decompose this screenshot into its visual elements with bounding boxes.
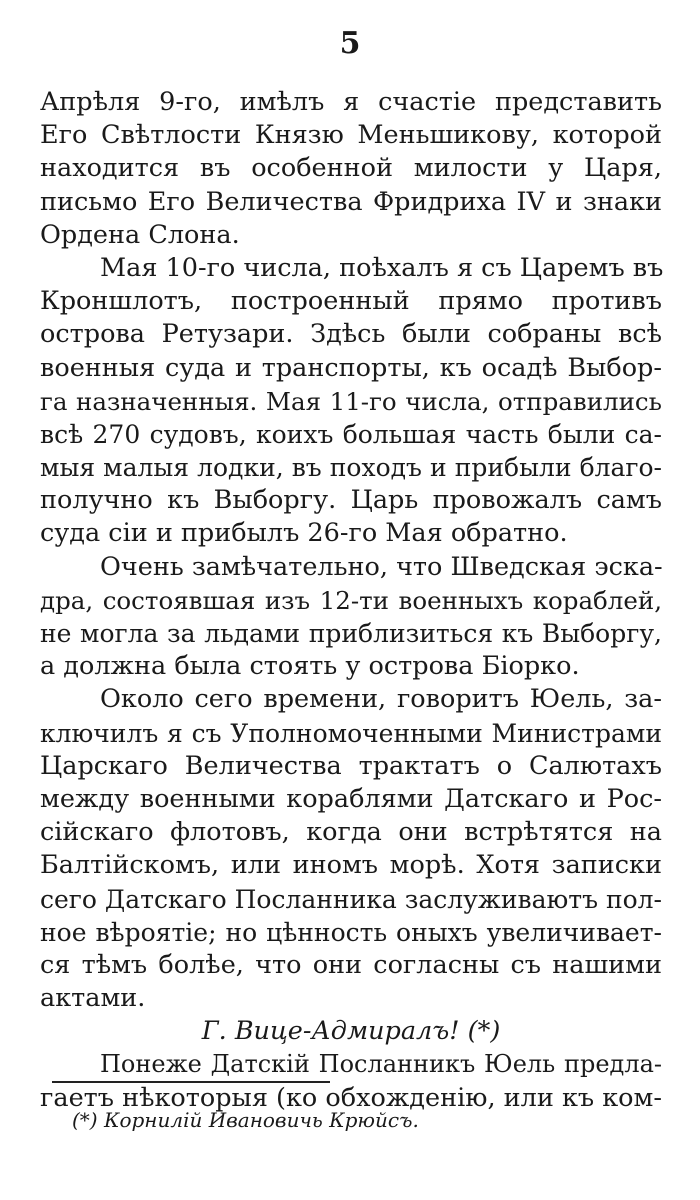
text-line: дра, состоявшая изъ 12-ти военныхъ кораблей, [40, 585, 662, 615]
text-line: Кроншлотъ, построенный прямо противъ [40, 286, 662, 317]
text-line: актами. [40, 983, 146, 1014]
text-line: Апрѣля 9-го, имѣлъ я счастіе представить [40, 87, 662, 117]
text-line: Ордена Слона. [40, 219, 240, 250]
text-line: Мая 10-го числа, поѣхалъ я съ Царемъ въ [100, 252, 664, 283]
text-line: находится въ особенной милости у Царя, [40, 153, 662, 184]
text-line: Понеже Датскій Посланникъ Юель предла- [100, 1050, 662, 1079]
page-number: 5 [339, 26, 361, 61]
text-line: мыя малыя лодки, въ походъ и прибыли благо- [40, 453, 662, 483]
text-line: Около сего времени, говоритъ Юель, за- [100, 684, 662, 715]
letter-salutation: Г. Вице-Адмиралъ! (*) [201, 1016, 501, 1047]
text-line: военныя суда и транспорты, къ осадѣ Выбор- [40, 352, 662, 383]
text-line: сійскаго флотовъ, когда они встрѣтятся на [40, 817, 662, 848]
text-line: ное вѣроятіе; но цѣнность оныхъ увеличивает- [40, 917, 662, 947]
text-line: гаетъ нѣкоторыя (ко обхожденію, или къ ком- [40, 1082, 662, 1113]
footnote: (*) Корнилій Ивановичь Крюйсъ. [72, 1108, 419, 1132]
text-line: письмо Его Величества Фридриха IV и знаки [40, 186, 662, 217]
text-line: а должна была стоять у острова Біорко. [40, 651, 580, 682]
text-line: суда сіи и прибылъ 26-го Мая обратно. [40, 518, 568, 549]
text-line: острова Ретузари. Здѣсь были собраны всѣ [40, 319, 662, 350]
text-line: Его Свѣтлости Князю Меньшикову, которой [40, 120, 662, 151]
text-line: га назначенныя. Мая 11-го числа, отправились [40, 386, 662, 416]
text-line: Царскаго Величества трактатъ о Салютахъ [40, 750, 662, 781]
footnote-divider [52, 1081, 330, 1083]
text-line: Очень замѣчательно, что Шведская эска- [100, 551, 663, 582]
body-text [40, 86, 662, 1115]
text-line: сего Датскаго Посланника заслуживаютъ пол- [40, 884, 662, 914]
text-line: ключилъ я съ Уполномоченными Министрами [40, 718, 662, 748]
text-line: не могла за льдами приблизиться къ Выборгу, [40, 619, 662, 648]
text-line: ся тѣмъ болѣе, что они согласны съ нашими [40, 949, 662, 980]
text-line: получно къ Выборгу. Царь провожалъ самъ [40, 485, 662, 516]
text-line: всѣ 270 судовъ, коихъ большая часть были са- [40, 419, 662, 449]
text-line: Балтійскомъ, или иномъ морѣ. Хотя записки [40, 850, 662, 881]
text-line: между военными кораблями Датскаго и Рос- [40, 783, 662, 814]
